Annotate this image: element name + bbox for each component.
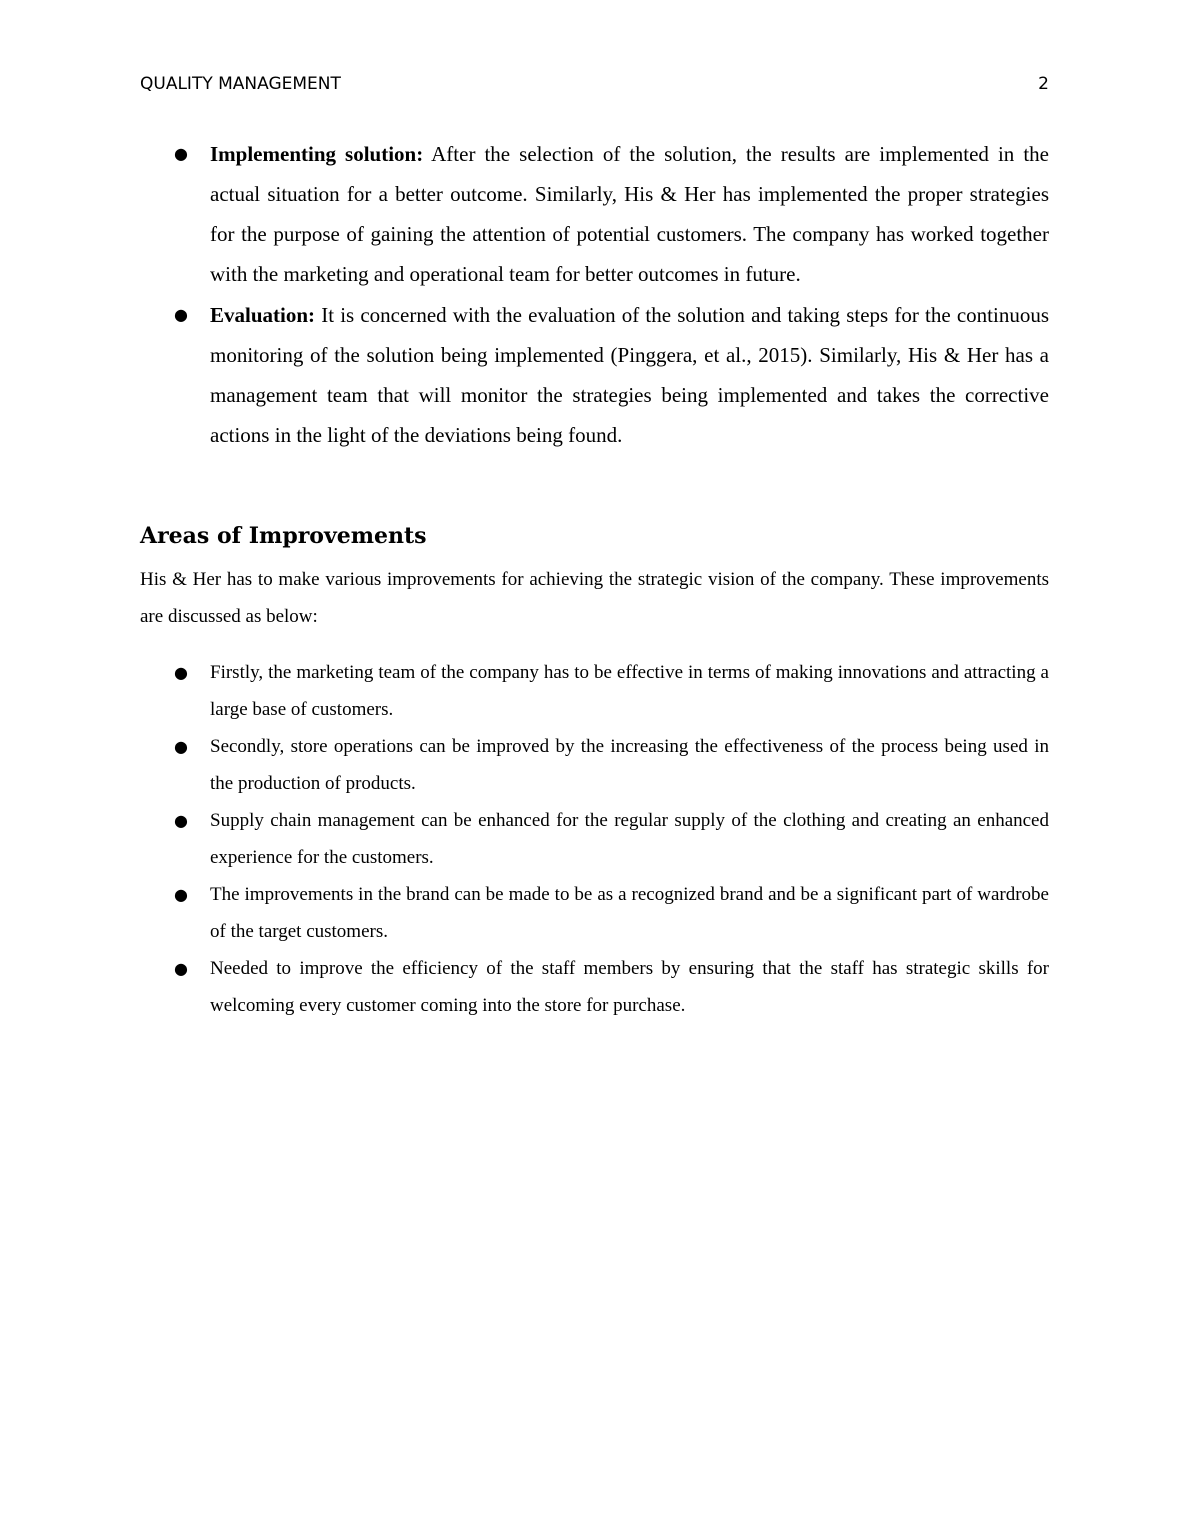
improvements-list	[140, 654, 1049, 1024]
bullet-icon: ●	[174, 144, 188, 163]
list-item-text: After the selection of the solution, the results are implemented in the actual situation for a better outcome. Similarly, His & Her has implemented the proper strategies for the purpose of gaining the attention of potential customers. The company has worked together with the marketing and operational team for better outcomes in future.	[210, 142, 1050, 286]
section-intro: His & Her has to make various improvements for achieving the strategic vision of the company. These improvements are discussed as below:	[140, 569, 1049, 627]
list-item	[140, 728, 1049, 802]
list-item	[140, 295, 1049, 455]
list-item-text: The improvements in the brand can be made to be as a recognized brand and be a significant part of wardrobe of the target customers.	[210, 884, 1049, 942]
bullet-icon: ●	[174, 959, 188, 978]
bullet-icon: ●	[174, 811, 188, 830]
list-item	[140, 134, 1049, 294]
list-item-text: Secondly, store operations can be improved by the increasing the effectiveness of the process being used in the production of products.	[210, 736, 1049, 794]
list-item	[140, 802, 1049, 876]
running-head: QUALITY MANAGEMENT	[140, 74, 341, 94]
bullet-icon: ●	[174, 663, 188, 682]
bullet-icon: ●	[174, 737, 188, 756]
list-item	[140, 654, 1049, 728]
page-number: 2	[1038, 74, 1049, 94]
list-item-term: Evaluation:	[210, 303, 316, 327]
list-item-text: Supply chain management can be enhanced for the regular supply of the clothing and creating an enhanced experience for the customers.	[210, 810, 1049, 868]
list-item-text: It is concerned with the evaluation of the solution and taking steps for the continuous monitoring of the solution being implemented (Pinggera, et al., 2015). Similarly, His & Her has a management team that will monitor the strategies being implemented and takes the corrective actions in the light of the deviations being found.	[210, 303, 1049, 447]
list-item	[140, 950, 1049, 1024]
bullet-icon: ●	[174, 885, 188, 904]
list-item	[140, 876, 1049, 950]
list-item-term: Implementing solution:	[210, 142, 424, 166]
section-heading: Areas of Improvements	[140, 523, 427, 549]
page-header	[140, 72, 1049, 96]
list-item-text: Firstly, the marketing team of the company has to be effective in terms of making innovations and attracting a large base of customers.	[210, 662, 1049, 720]
bullet-icon: ●	[174, 305, 188, 324]
list-item-text: Needed to improve the efficiency of the staff members by ensuring that the staff has strategic skills for welcoming every customer coming into the store for purchase.	[210, 958, 1049, 1016]
process-steps-list	[140, 134, 1049, 456]
